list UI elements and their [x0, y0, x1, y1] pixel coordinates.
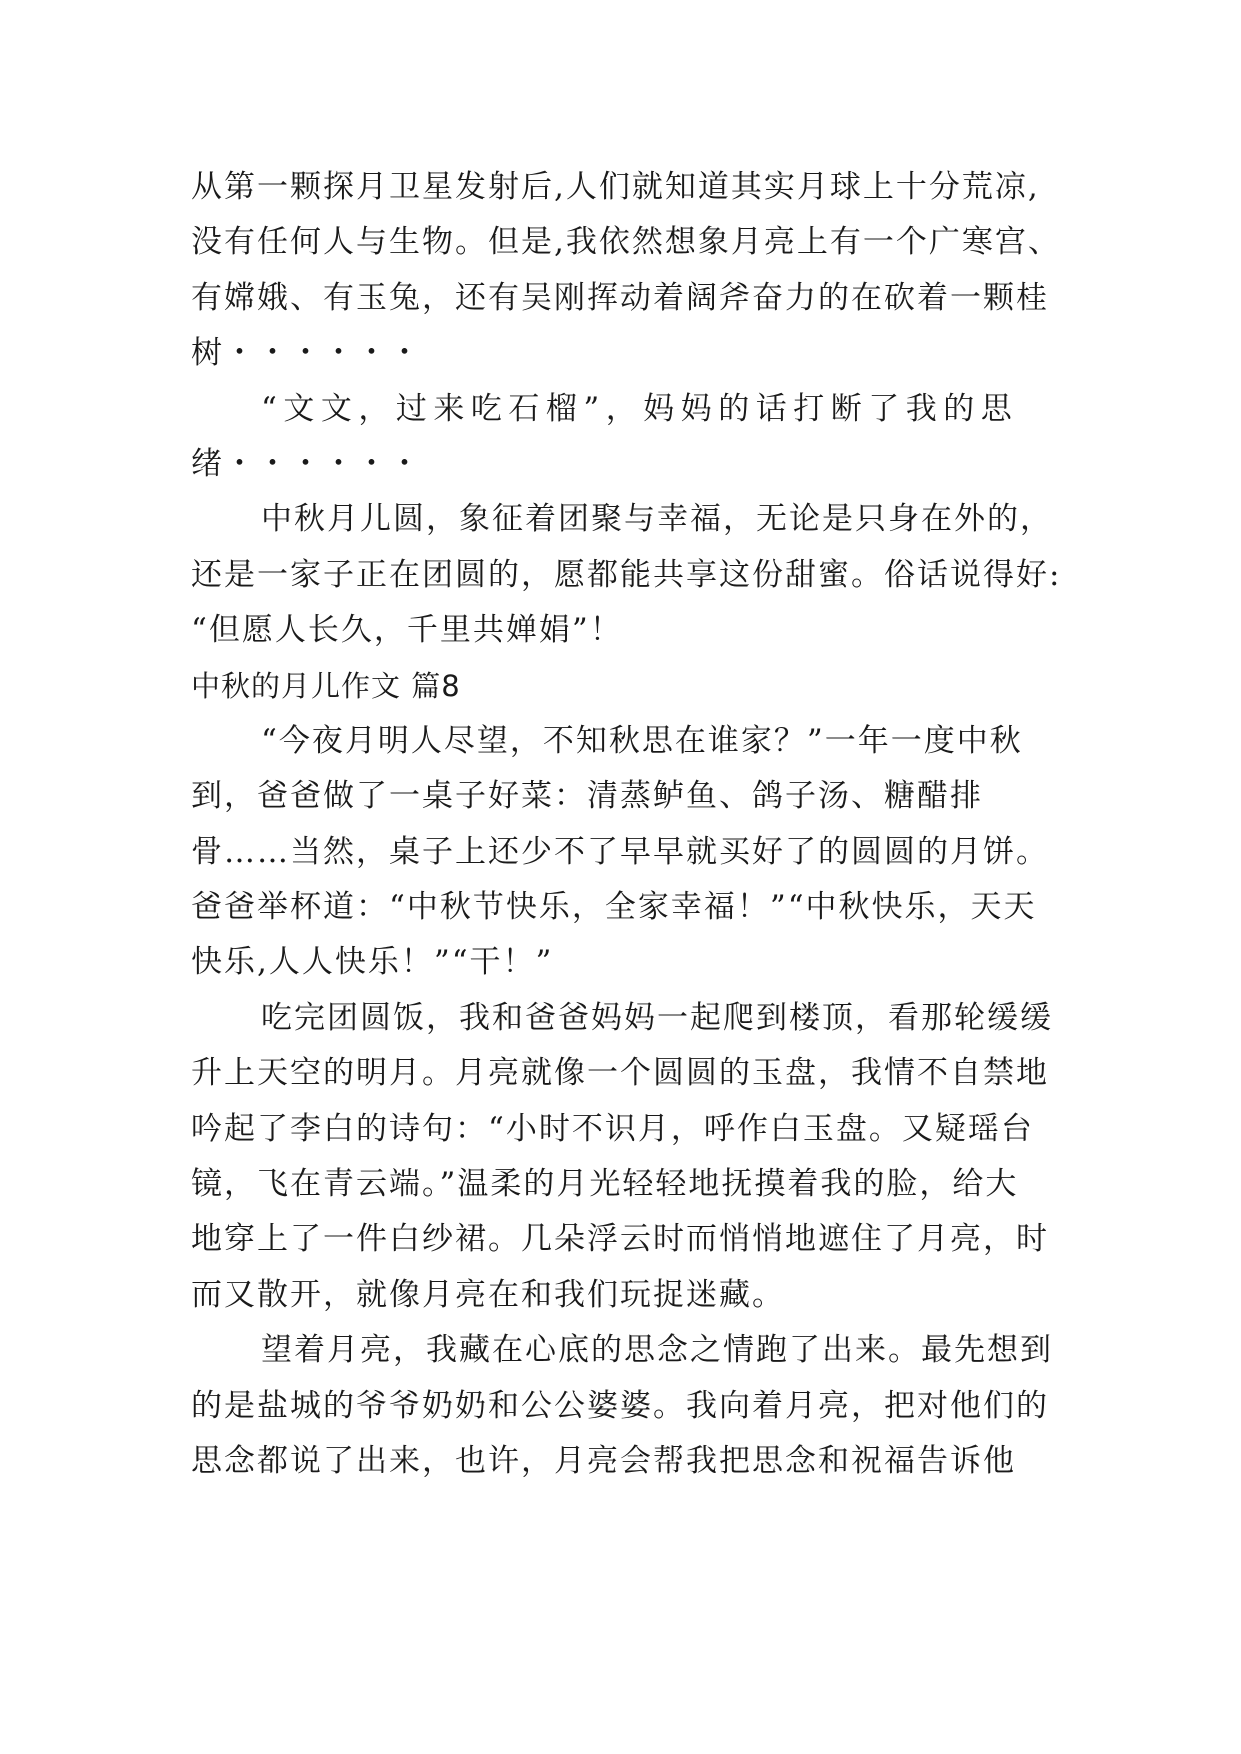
text-line: 没有任何人与生物。但是,我依然想象月亮上有一个广寒宫、	[191, 224, 1061, 261]
section-heading: 中秋的月儿作文 篇8	[191, 668, 461, 703]
text-line: 的是盐城的爷爷奶奶和公公婆婆。我向着月亮，把对他们的	[191, 1387, 1049, 1424]
text-line: 从第一颗探月卫星发射后,人们就知道其实月球上十分荒凉,	[191, 169, 1040, 205]
text-line: 到，爸爸做了一桌子好菜：清蒸鲈鱼、鸽子汤、糖醋排	[191, 778, 983, 815]
text-line: 地穿上了一件白纱裙。几朵浮云时而悄悄地遮住了月亮，时	[191, 1221, 1049, 1258]
text-line: 思念都说了出来，也许，月亮会帮我把思念和祝福告诉他	[191, 1442, 1016, 1479]
text-line: 中秋月儿圆，象征着团聚与幸福，无论是只身在外的，	[261, 501, 1053, 538]
text-line: 爸爸举杯道：“中秋节快乐，全家幸福！”“中秋快乐，天天	[191, 889, 1037, 926]
text-line: 而又散开，就像月亮在和我们玩捉迷藏。	[191, 1276, 785, 1313]
text-line: “文文，过来吃石榴”，妈妈的话打断了我的思	[261, 390, 1019, 427]
text-line: “今夜月明人尽望，不知秋思在谁家？”一年一度中秋	[261, 722, 1023, 759]
text-line: “但愿人长久，千里共婵娟”！	[191, 612, 623, 649]
text-line: 镜，飞在青云端。”温柔的月光轻轻地抚摸着我的脸，给大	[191, 1166, 1019, 1203]
document-body	[191, 160, 1071, 1489]
text-line: 骨……当然，桌子上还少不了早早就买好了的圆圆的月饼。	[191, 833, 1049, 870]
text-line: 望着月亮，我藏在心底的思念之情跑了出来。最先想到	[261, 1332, 1053, 1369]
text-line: 还是一家子正在团圆的，愿都能共享这份甜蜜。俗话说得好:	[191, 556, 1062, 593]
text-line: 吃完团圆饭，我和爸爸妈妈一起爬到楼顶，看那轮缓缓	[261, 999, 1053, 1036]
text-line: 吟起了李白的诗句：“小时不识月，呼作白玉盘。又疑瑶台	[191, 1110, 1034, 1147]
text-line: 树・・・・・・	[191, 335, 422, 372]
text-line: 升上天空的明月。月亮就像一个圆圆的玉盘，我情不自禁地	[191, 1055, 1049, 1092]
text-line: 有嫦娥、有玉兔，还有吴刚挥动着阔斧奋力的在砍着一颗桂	[191, 279, 1049, 316]
text-line: 绪・・・・・・	[191, 445, 422, 482]
text-line: 快乐,人人快乐！”“干！”	[191, 944, 554, 981]
